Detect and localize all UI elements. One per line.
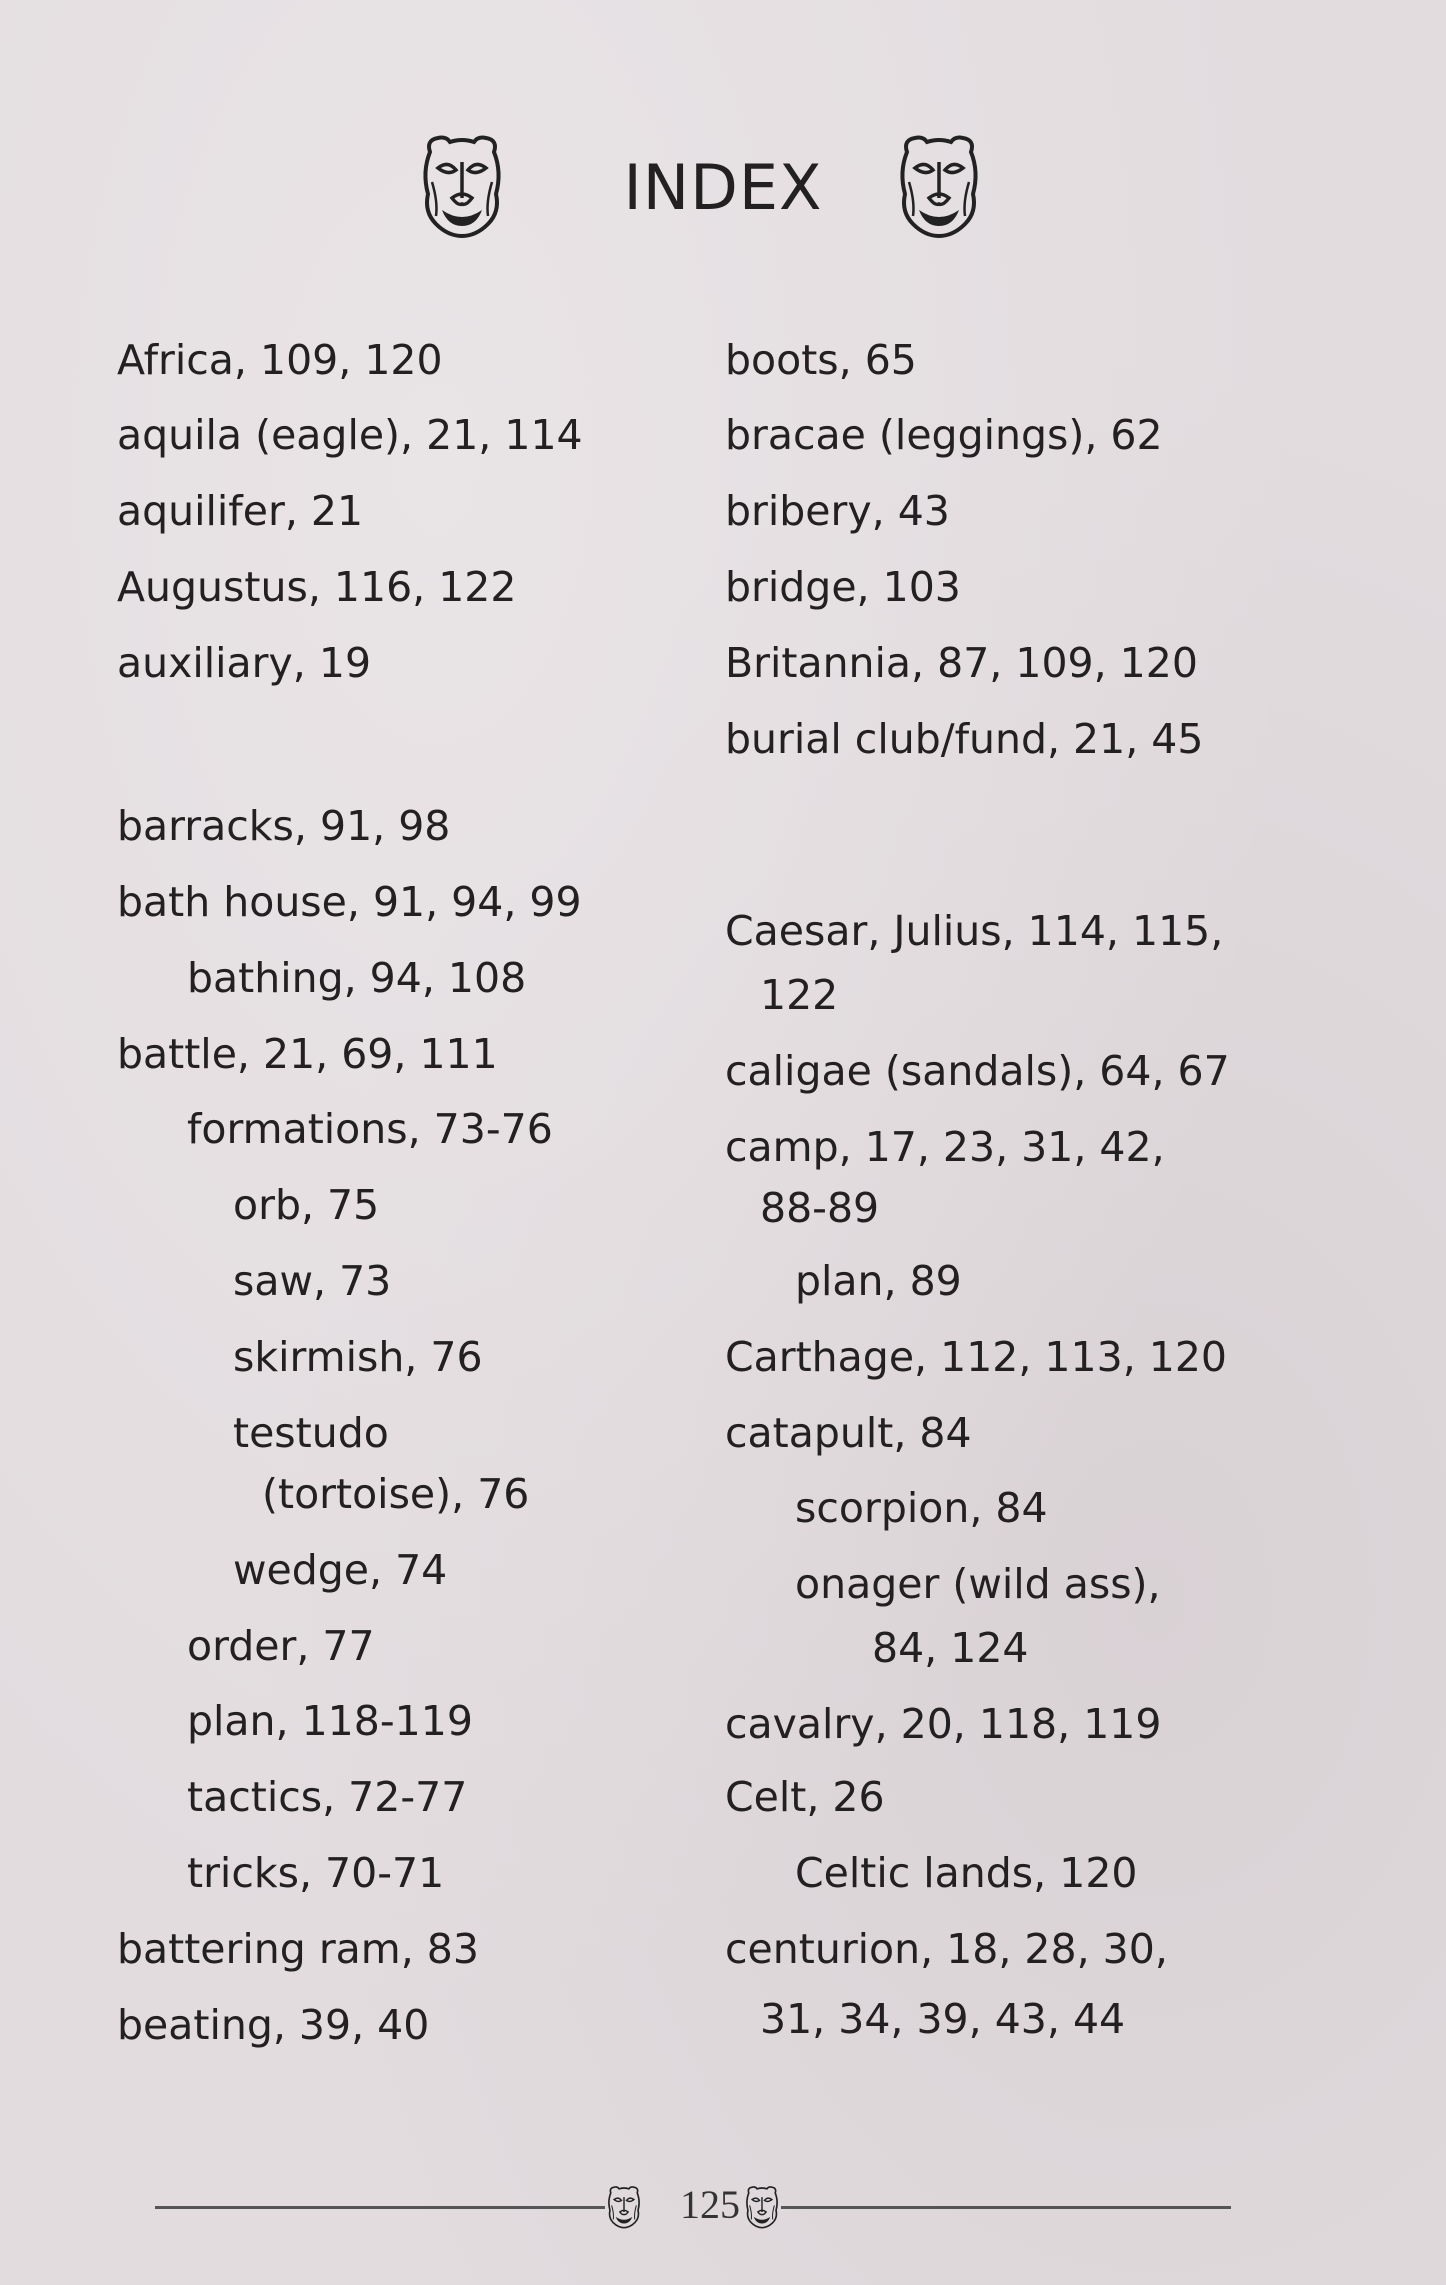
page-title: INDEX [623, 151, 823, 224]
index-subentry: testudo [233, 1409, 389, 1457]
index-entry: cavalry, 20, 118, 119 [725, 1700, 1162, 1748]
index-subentry: onager (wild ass), [795, 1560, 1161, 1608]
index-entry: centurion, 18, 28, 30, [725, 1925, 1168, 1973]
index-entry: bracae (leggings), 62 [725, 411, 1163, 459]
index-subentry: (tortoise), 76 [262, 1470, 530, 1518]
index-entry: aquila (eagle), 21, 114 [117, 411, 583, 459]
index-subentry: skirmish, 76 [233, 1333, 483, 1381]
index-subentry: tricks, 70-71 [187, 1849, 445, 1897]
index-entry: Caesar, Julius, 114, 115, [725, 907, 1224, 955]
index-entry: caligae (sandals), 64, 67 [725, 1047, 1230, 1095]
index-subentry: 84, 124 [872, 1624, 1029, 1672]
index-subentry: 31, 34, 39, 43, 44 [760, 1995, 1126, 2043]
index-subentry: bathing, 94, 108 [187, 954, 527, 1002]
index-subentry: saw, 73 [233, 1257, 392, 1305]
page-number: 125 [680, 2182, 740, 2227]
index-entry: Carthage, 112, 113, 120 [725, 1333, 1228, 1381]
index-subentry: plan, 89 [795, 1257, 962, 1305]
footer-rule [155, 2206, 605, 2209]
index-subentry: wedge, 74 [233, 1546, 448, 1594]
index-subentry: formations, 73-76 [187, 1105, 553, 1153]
lion-head-icon [893, 132, 985, 240]
index-subentry: Celtic lands, 120 [795, 1849, 1138, 1897]
index-entry: Celt, 26 [725, 1773, 885, 1821]
index-entry: bribery, 43 [725, 487, 950, 535]
index-entry: Africa, 109, 120 [117, 336, 443, 384]
lion-head-icon [605, 2184, 643, 2230]
index-entry: camp, 17, 23, 31, 42, [725, 1123, 1165, 1171]
index-entry: Augustus, 116, 122 [117, 563, 517, 611]
index-subentry: scorpion, 84 [795, 1484, 1048, 1532]
index-subentry: order, 77 [187, 1622, 375, 1670]
index-entry: boots, 65 [725, 336, 917, 384]
index-subentry: plan, 118-119 [187, 1697, 473, 1745]
index-entry: aquilifer, 21 [117, 487, 364, 535]
index-entry: bath house, 91, 94, 99 [117, 878, 582, 926]
index-entry: beating, 39, 40 [117, 2001, 430, 2049]
index-subentry: orb, 75 [233, 1181, 380, 1229]
lion-head-icon [743, 2184, 781, 2230]
index-entry: catapult, 84 [725, 1409, 972, 1457]
index-entry: barracks, 91, 98 [117, 802, 451, 850]
index-entry: battle, 21, 69, 111 [117, 1030, 498, 1078]
index-subentry: 122 [760, 971, 839, 1019]
index-entry: Britannia, 87, 109, 120 [725, 639, 1198, 687]
footer-rule [781, 2206, 1231, 2209]
index-subentry: tactics, 72-77 [187, 1773, 468, 1821]
index-entry: bridge, 103 [725, 563, 961, 611]
index-subentry: 88-89 [760, 1184, 880, 1232]
index-entry: burial club/fund, 21, 45 [725, 715, 1204, 763]
index-entry: battering ram, 83 [117, 1925, 479, 1973]
index-entry: auxiliary, 19 [117, 639, 372, 687]
